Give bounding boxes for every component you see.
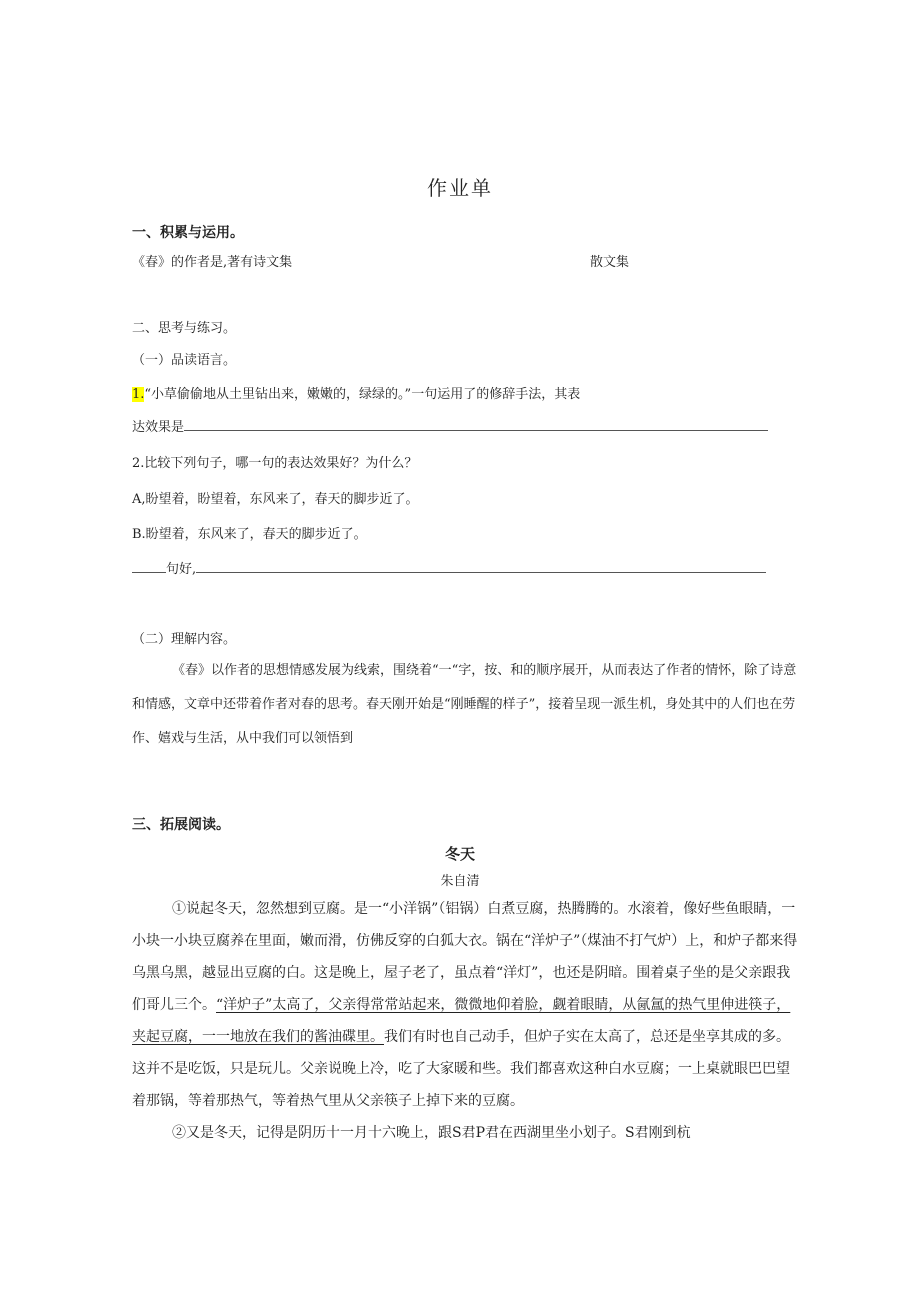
section1-question-left: 《春》的作者是,著有诗文集: [132, 255, 293, 270]
question-1-number: 1.: [132, 387, 145, 402]
question-1-line2: [132, 416, 768, 435]
option-b: B.盼望着，东风来了，春天的脚步近了。: [132, 527, 367, 542]
answer-blank-2a[interactable]: [132, 559, 166, 573]
question-1-text: “小草偷偷地从土里钻出来，嫩嫩的，绿绿的。”一句运用了的修辞手法，其表: [144, 387, 581, 402]
paragraph-1-part-a: ①说起冬天，忽然想到豆腐。是一“小洋锅”（铝锅）白煮豆腐，热腾腾的。水滚着，像好些鱼眼睛，一小块一小块豆腐养在里面，嫩而滑，仿佛反穿的白狐大衣。锅在“洋炉子”（煤油不打气炉）上，和炉子都来得乌黑乌黑，越显出豆腐的白。这是晚上，屋子老了，虽点着“洋灯”，也还是阴暗。围着桌子坐的是父亲跟我们哥儿三个。: [132, 901, 798, 1013]
paragraph-1-part-b: 我们有时也自己动手，但炉子实在太高了，总还是坐享其成的多。这并不是吃饭，只是玩儿。父亲说晚上冷，吃了大家暖和些。我们都喜欢这种白水豆腐；一上桌就眼巴巴望着那锅，等着那热气，等着热气里从父亲筷子上掉下来的豆腐。: [132, 1029, 790, 1109]
section1-question-right: 散文集: [590, 255, 630, 270]
answer-blank-2b[interactable]: [196, 559, 766, 573]
section2-sub1: （一）品读语言。: [132, 353, 237, 368]
question-1: [132, 383, 580, 402]
question-2-answer-line: [132, 558, 766, 577]
answer-label: 句好,: [166, 562, 197, 577]
question-2: 2.比较下列句子，哪一句的表达效果好？为什么？: [132, 456, 418, 471]
underlined-sentence: “洋炉子”太高了，父亲得常常站起来，微微地仰着脸，觑着眼睛，从氤氲的热气里伸进筷子，夹起豆腐，一一地放在我们的酱油碟里。: [132, 997, 791, 1045]
article-paragraph-2: ②又是冬天，记得是阴历十一月十六晚上，跟S君P君在西湖里坐小划子。S君刚到杭: [172, 1125, 691, 1141]
article-paragraph-1: [132, 893, 800, 1117]
article-author: 朱自清: [440, 874, 480, 889]
article-title: 冬天: [444, 845, 475, 863]
section3-heading: 三、拓展阅读。: [132, 817, 230, 833]
section2-sub2: （二）理解内容。: [132, 632, 237, 647]
answer-blank-1[interactable]: [184, 417, 768, 431]
page-title: 作业单: [427, 176, 493, 200]
section1-heading: 一、积累与运用。: [132, 225, 244, 241]
option-a: A,盼望着，盼望着，东风来了，春天的脚步近了。: [132, 492, 419, 507]
article-body: [132, 893, 800, 1149]
section2-heading: 二、思考与练习。: [132, 321, 237, 336]
question-1-answer-label: 达效果是: [132, 420, 185, 435]
comprehension-paragraph: 《春》以作者的思想情感发展为线索，围绕着“一“字，按、和的顺序展开，从而表达了作者的情怀，除了诗意和情感，文章中还带着作者对春的思考。春天刚开始是“刚睡醒的样子”，接着呈现一派生机，身处其中的人们也在劳作、嬉戏与生活，从中我们可以领悟到: [132, 663, 797, 746]
